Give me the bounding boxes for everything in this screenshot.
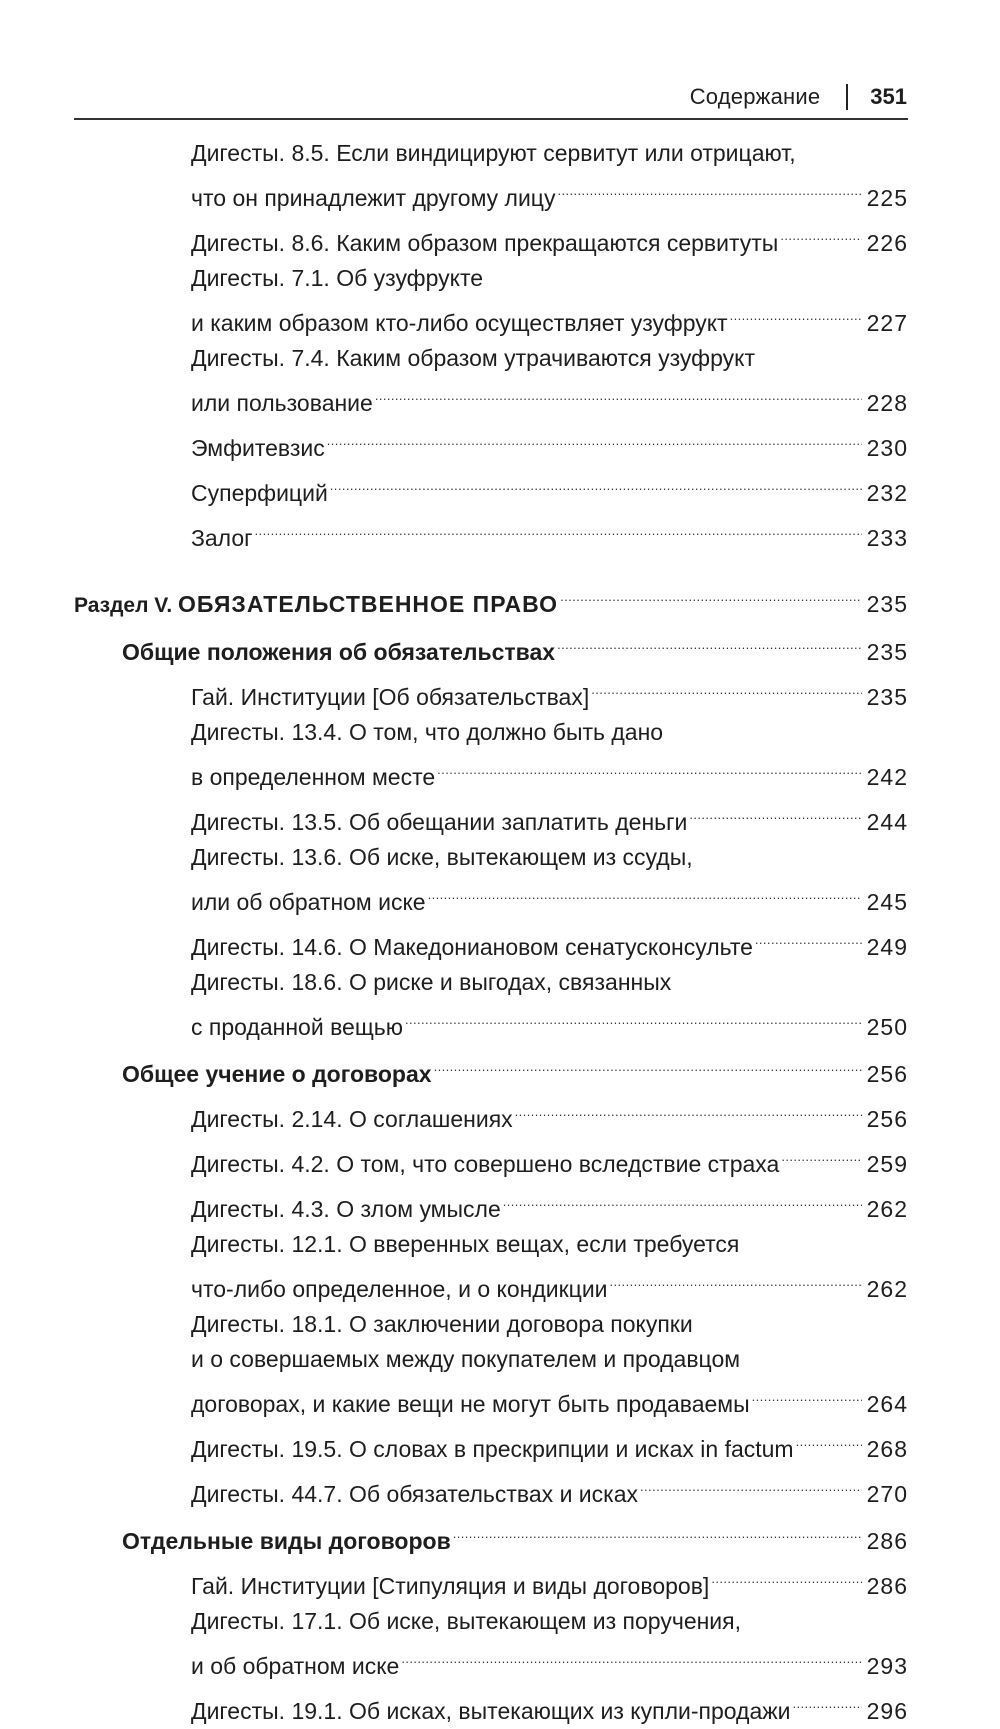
toc-entry-line bbox=[191, 1639, 908, 1684]
toc-entry-title: с проданной вещью bbox=[191, 1014, 403, 1040]
header-separator bbox=[846, 84, 848, 110]
dot-leader bbox=[557, 171, 862, 206]
toc-entry-title: Дигесты. 4.2. О том, что совершено вследствие страха bbox=[191, 1151, 780, 1177]
toc-entry-title: Эмфитевзис bbox=[191, 435, 325, 461]
toc-entry-title: Дигесты. 14.6. О Македониановом сенатусконсульте bbox=[191, 934, 753, 960]
toc-entry-title: договорах, и какие вещи не могут быть продаваемы bbox=[191, 1391, 750, 1417]
toc-page-number: 235 bbox=[866, 639, 908, 665]
toc-entry-line bbox=[191, 261, 908, 296]
toc-page-number: 225 bbox=[866, 185, 908, 211]
toc-page-number: 250 bbox=[866, 1014, 908, 1040]
toc-entry bbox=[74, 965, 908, 1045]
toc-page-number: 230 bbox=[866, 435, 908, 461]
dot-leader bbox=[711, 1559, 862, 1594]
toc-chapter bbox=[74, 1047, 908, 1092]
toc-entry-line bbox=[191, 965, 908, 1000]
toc-entry-title: Дигесты. 2.14. О соглашениях bbox=[191, 1106, 513, 1132]
toc-chapter bbox=[74, 1514, 908, 1559]
toc-entry-line bbox=[122, 625, 908, 670]
toc-entry-title: Гай. Институции [Об обязательствах] bbox=[191, 684, 590, 710]
toc-entry-line bbox=[191, 216, 908, 261]
toc-entry-line bbox=[191, 511, 908, 556]
toc-entry bbox=[74, 216, 908, 261]
toc-entry-line bbox=[191, 1559, 908, 1604]
toc-page-number: 256 bbox=[866, 1106, 908, 1132]
toc-entry-line bbox=[191, 750, 908, 795]
toc-entry-title: Общее учение о договорах bbox=[122, 1061, 432, 1087]
toc-entry-line bbox=[191, 376, 908, 421]
toc-entry-title: и об обратном иске bbox=[191, 1653, 400, 1679]
dot-leader bbox=[255, 511, 862, 546]
toc-page-number: 242 bbox=[866, 764, 908, 790]
toc-entry-line bbox=[191, 1377, 908, 1422]
toc-entry-line bbox=[191, 1137, 908, 1182]
section-title: ОБЯЗАТЕЛЬСТВЕННОЕ ПРАВО bbox=[178, 591, 559, 617]
toc-page-number: 227 bbox=[866, 310, 908, 336]
toc-entry-title: Дигесты. 13.6. Об иске, вытекающем из ссуды, bbox=[191, 844, 693, 870]
toc-entry-line bbox=[191, 1182, 908, 1227]
page-number: 351 bbox=[870, 84, 907, 109]
dot-leader bbox=[401, 1639, 862, 1674]
running-title: Содержание bbox=[689, 84, 821, 109]
toc-entry bbox=[74, 1182, 908, 1227]
running-head bbox=[690, 84, 907, 110]
toc-entry-line bbox=[191, 341, 908, 376]
toc-entry-line bbox=[191, 1262, 908, 1307]
toc-page-number: 259 bbox=[866, 1151, 908, 1177]
toc-entry bbox=[74, 1559, 908, 1604]
header-rule bbox=[74, 118, 908, 120]
toc-page-number: 235 bbox=[866, 591, 908, 617]
toc-entry-line bbox=[191, 1227, 908, 1262]
toc-entry bbox=[74, 421, 908, 466]
toc-entry-line bbox=[191, 136, 908, 171]
toc-entry-line bbox=[191, 1422, 908, 1467]
toc-entry-line bbox=[191, 840, 908, 875]
toc-entry bbox=[74, 511, 908, 556]
toc-entry-title: Гай. Институции [Стипуляция и виды договоров] bbox=[191, 1573, 710, 1599]
toc-entry bbox=[74, 840, 908, 920]
toc-entry bbox=[74, 1137, 908, 1182]
toc-entry-line bbox=[122, 1514, 908, 1559]
toc-entry-title: или пользование bbox=[191, 390, 373, 416]
toc-entry-title: что-либо определенное, и о кондикции bbox=[191, 1276, 608, 1302]
dot-leader bbox=[437, 750, 862, 785]
toc-entry-line bbox=[191, 296, 908, 341]
dot-leader bbox=[780, 216, 862, 251]
toc-entry-title: Отдельные виды договоров bbox=[122, 1528, 451, 1554]
dot-leader bbox=[330, 466, 862, 501]
toc-entry bbox=[74, 1422, 908, 1467]
toc-entry-title: Суперфиций bbox=[191, 480, 328, 506]
toc-chapter bbox=[74, 625, 908, 670]
toc-page-number: 286 bbox=[866, 1528, 908, 1554]
dot-leader bbox=[610, 1262, 862, 1297]
toc-entry-title: что он принадлежит другому лицу bbox=[191, 185, 556, 211]
toc-section bbox=[74, 577, 908, 623]
toc-page-number: 249 bbox=[866, 934, 908, 960]
toc-entry-line bbox=[191, 1307, 908, 1342]
toc-page-number: 256 bbox=[866, 1061, 908, 1087]
dot-leader bbox=[515, 1092, 862, 1127]
toc-page-number: 232 bbox=[866, 480, 908, 506]
dot-leader bbox=[730, 296, 862, 331]
dot-leader bbox=[327, 421, 862, 456]
dot-leader bbox=[560, 577, 862, 612]
toc-entry bbox=[74, 1684, 908, 1729]
toc-entry-line bbox=[191, 1467, 908, 1512]
dot-leader bbox=[792, 1684, 862, 1719]
toc-page-number: 228 bbox=[866, 390, 908, 416]
toc-entry-line bbox=[122, 1047, 908, 1092]
toc-page-number: 264 bbox=[866, 1391, 908, 1417]
toc-entry-line bbox=[191, 1000, 908, 1045]
dot-leader bbox=[453, 1514, 862, 1549]
toc-page-number: 226 bbox=[866, 230, 908, 256]
toc-page-number: 262 bbox=[866, 1276, 908, 1302]
toc-page-number: 235 bbox=[866, 684, 908, 710]
toc-page-number: 293 bbox=[866, 1653, 908, 1679]
toc-entry-line bbox=[191, 795, 908, 840]
toc-entry-title: Дигесты. 18.6. О риске и выгодах, связанных bbox=[191, 969, 672, 995]
toc-entry-title: и о совершаемых между покупателем и продавцом bbox=[191, 1346, 741, 1372]
toc-entry-title: Дигесты. 17.1. Об иске, вытекающем из поручения, bbox=[191, 1608, 742, 1634]
toc-entry bbox=[74, 261, 908, 341]
toc-entry-line bbox=[191, 171, 908, 216]
toc-page-number: 233 bbox=[866, 525, 908, 551]
toc-entry-title: Дигесты. 7.4. Каким образом утрачиваются узуфрукт bbox=[191, 345, 755, 371]
toc-entry-line bbox=[191, 1604, 908, 1639]
toc-entry bbox=[74, 466, 908, 511]
toc-entry bbox=[74, 715, 908, 795]
toc-entry bbox=[74, 1307, 908, 1422]
toc-page-number: 262 bbox=[866, 1196, 908, 1222]
toc-entry-title: Дигесты. 8.5. Если виндицируют сервитут или отрицают, bbox=[191, 140, 796, 166]
toc-entry-title: Дигесты. 19.1. Об исках, вытекающих из купли-продажи bbox=[191, 1698, 791, 1724]
toc-page-number: 270 bbox=[866, 1481, 908, 1507]
dot-leader bbox=[689, 795, 862, 830]
dot-leader bbox=[781, 1137, 862, 1172]
toc-entry-title: Дигесты. 4.3. О злом умысле bbox=[191, 1196, 501, 1222]
toc-entry bbox=[74, 1227, 908, 1307]
toc-entry-line bbox=[191, 421, 908, 466]
toc-entry-line bbox=[191, 1092, 908, 1137]
toc-entry bbox=[74, 341, 908, 421]
toc-entry-line bbox=[191, 715, 908, 750]
dot-leader bbox=[796, 1422, 862, 1457]
toc-entry-title: Дигесты. 13.4. О том, что должно быть дано bbox=[191, 719, 664, 745]
toc-entry-title: Дигесты. 12.1. О вверенных вещах, если требуется bbox=[191, 1231, 740, 1257]
toc-entry-line bbox=[74, 577, 908, 623]
dot-leader bbox=[640, 1467, 862, 1502]
toc-entry-line bbox=[191, 920, 908, 965]
dot-leader bbox=[755, 920, 862, 955]
toc-entry-title: или об обратном иске bbox=[191, 889, 426, 915]
table-of-contents bbox=[74, 136, 908, 1729]
toc-entry-title: Дигесты. 18.1. О заключении договора покупки bbox=[191, 1311, 693, 1337]
toc-entry bbox=[74, 795, 908, 840]
toc-entry-line bbox=[191, 1684, 908, 1729]
toc-entry bbox=[74, 1467, 908, 1512]
toc-page-number: 296 bbox=[866, 1698, 908, 1724]
dot-leader bbox=[428, 875, 862, 910]
dot-leader bbox=[405, 1000, 862, 1035]
toc-entry-title: Дигесты. 8.6. Каким образом прекращаются сервитуты bbox=[191, 230, 779, 256]
toc-entry bbox=[74, 670, 908, 715]
toc-entry-title: Дигесты. 7.1. Об узуфрукте bbox=[191, 265, 484, 291]
toc-page-number: 286 bbox=[866, 1573, 908, 1599]
toc-page-number: 245 bbox=[866, 889, 908, 915]
toc-entry-line bbox=[191, 670, 908, 715]
dot-leader bbox=[503, 1182, 862, 1217]
toc-entry bbox=[74, 1604, 908, 1684]
toc-entry bbox=[74, 136, 908, 216]
toc-entry-title: Дигесты. 19.5. О словах в прескрипции и исках in factum bbox=[191, 1436, 794, 1462]
dot-leader bbox=[434, 1047, 862, 1082]
toc-entry-title: в определенном месте bbox=[191, 764, 436, 790]
toc-entry-title: и каким образом кто-либо осуществляет узуфрукт bbox=[191, 310, 728, 336]
toc-entry-title bbox=[74, 587, 558, 623]
dot-leader bbox=[752, 1377, 862, 1412]
toc-page-number: 244 bbox=[866, 809, 908, 835]
toc-entry-line bbox=[191, 1342, 908, 1377]
toc-entry-line bbox=[191, 466, 908, 511]
toc-entry bbox=[74, 1092, 908, 1137]
toc-entry bbox=[74, 920, 908, 965]
toc-entry-title: Дигесты. 44.7. Об обязательствах и исках bbox=[191, 1481, 639, 1507]
toc-entry-title: Общие положения об обязательствах bbox=[122, 639, 556, 665]
section-label: Раздел V. bbox=[74, 594, 179, 617]
toc-entry-title: Дигесты. 13.5. Об обещании заплатить деньги bbox=[191, 809, 688, 835]
dot-leader bbox=[591, 670, 862, 705]
dot-leader bbox=[557, 625, 862, 660]
toc-page-number: 268 bbox=[866, 1436, 908, 1462]
toc-entry-title: Залог bbox=[191, 525, 253, 551]
toc-entry-line bbox=[191, 875, 908, 920]
dot-leader bbox=[375, 376, 862, 411]
